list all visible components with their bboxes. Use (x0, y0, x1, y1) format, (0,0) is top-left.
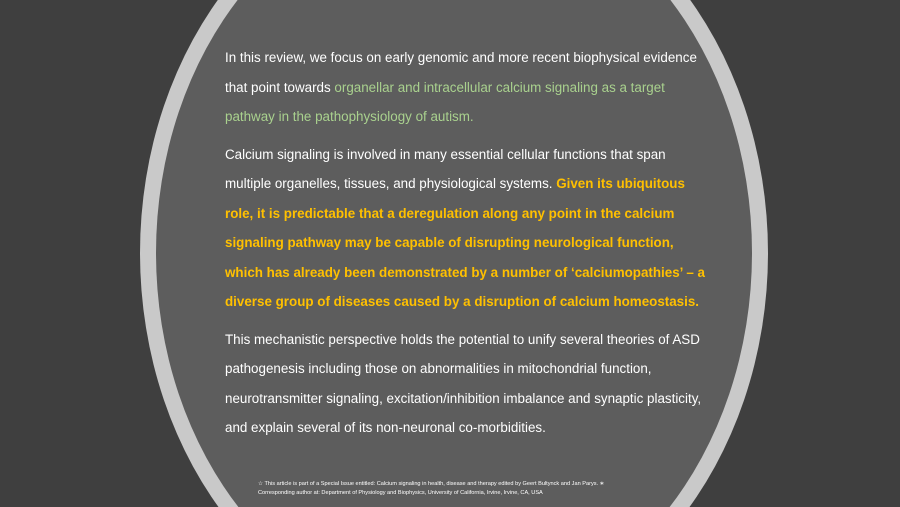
paragraph-1-text: In this review, we focus on early genomic and more recent biophysical evidence that point towards (225, 50, 697, 95)
paragraph-2-highlight: Given its ubiquitous role, it is predictable that a deregulation along any point in the calcium signaling pathway may be capable of disrupting neurological function, which has already been demonstrated by a number of ‘calciumopathies’ – a diverse group of diseases caused by a disruption of calcium homeostasis. (225, 176, 705, 309)
footnote-special-issue: ☆ This article is part of a Special Issue entitled: Calcium signaling in health, disease and therapy edited by Geert Bultynck and Jan Parys. ∗ (258, 481, 605, 487)
paragraph-calcium-signaling (225, 140, 705, 317)
paragraph-mechanistic-perspective (225, 325, 705, 443)
paragraph-3-text: This mechanistic perspective holds the potential to unify several theories of ASD pathogenesis including those on abnormalities in mitochondrial function, neurotransmitter signaling, excitation/inhibition imbalance and synaptic plasticity, and explain several of its non-neuronal co-morbidities. (225, 331, 702, 435)
paragraph-2-text: Calcium signaling is involved in many essential cellular functions that span multiple organelles, tissues, and physiological systems. (225, 146, 666, 191)
slide-body (225, 43, 705, 451)
paragraph-genomic-evidence (225, 43, 705, 132)
paragraph-1-highlight: organellar and intracellular calcium signaling as a target pathway in the pathophysiology of autism. (225, 79, 665, 124)
footnote (258, 480, 658, 497)
footnote-corresponding-author: Corresponding author at: Department of Physiology and Biophysics, University of California, Irvine, Irvine, CA, USA (258, 489, 543, 496)
